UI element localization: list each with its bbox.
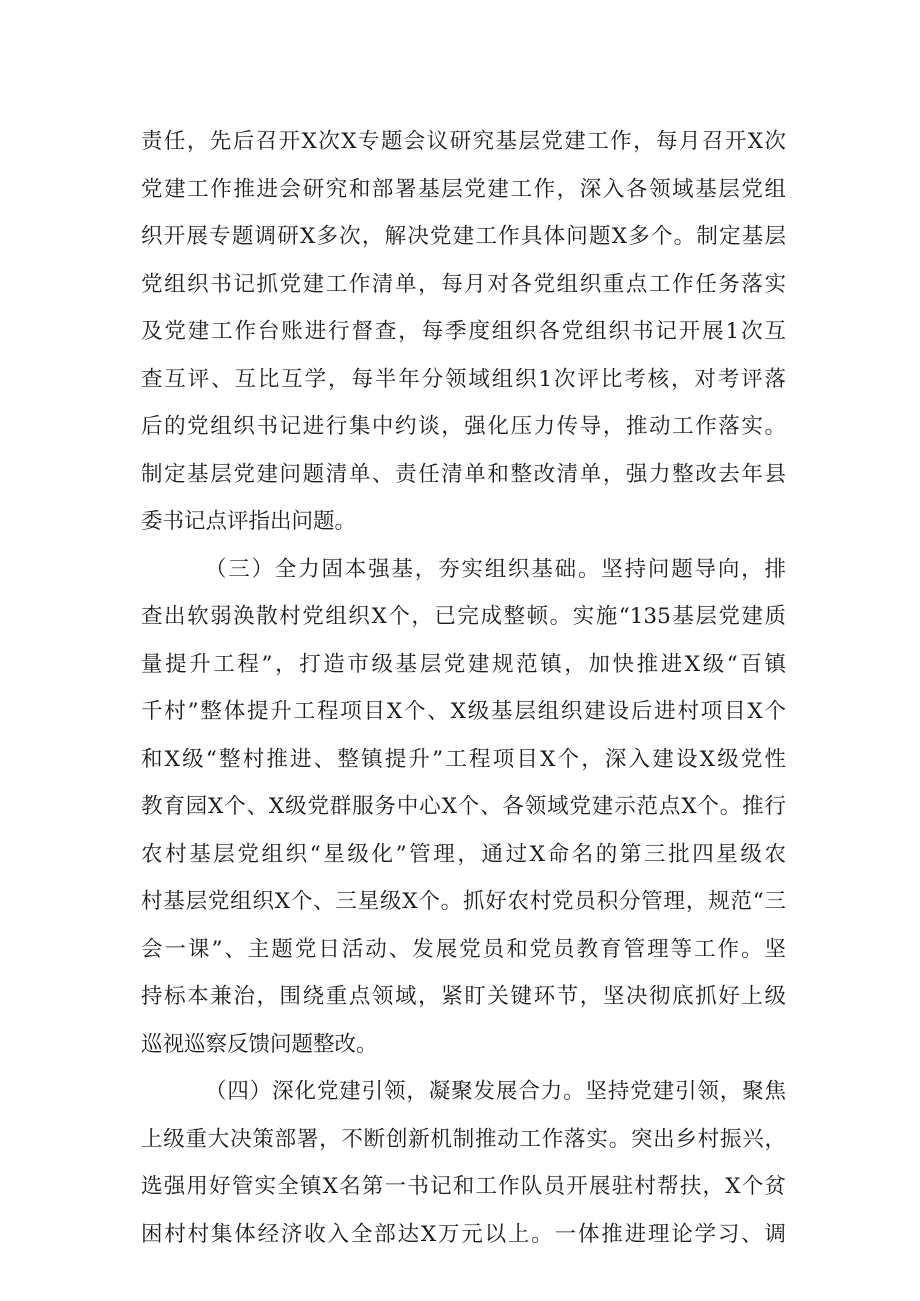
paragraph-3-line-2: 上级重大决策部署，不断创新机制推动工作落实。突出乡村振兴，	[141, 1126, 786, 1152]
paragraph-1-line-3: 织开展专题调研X多次，解决党建工作具体问题X多个。制定基层	[141, 224, 786, 249]
paragraph-2-line-7: 农村基层党组织“星级化”管理，通过X命名的第三批四星级农	[141, 841, 786, 867]
paragraph-1-line-5: 及党建工作台账进行督查，每季度组织各党组织书记开展1次互	[141, 319, 786, 344]
document-body	[141, 118, 786, 1258]
paragraph-1-line-8: 制定基层党建问题清单、责任清单和整改清单，强力整改去年县	[141, 461, 786, 487]
paragraph-2-line-1: （三）全力固本强基，夯实组织基础。坚持问题导向，排	[205, 556, 786, 582]
paragraph-2-line-6: 教育园X个、X级党群服务中心X个、各领域党建示范点X个。推行	[141, 794, 786, 819]
paragraph-3-line-3: 选强用好管实全镇X名第一书记和工作队员开展驻村帮扶，X个贫	[141, 1174, 786, 1199]
paragraph-1-line-2: 党建工作推进会研究和部署基层党建工作，深入各领域基层党组	[141, 176, 786, 202]
paragraph-1-line-4: 党组织书记抓党建工作清单，每月对各党组织重点工作任务落实	[141, 271, 786, 297]
paragraph-3-line-1: （四）深化党建引领，凝聚发展合力。坚持党建引领，聚焦	[205, 1079, 786, 1104]
paragraph-2-line-8: 村基层党组织X个、三星级X个。抓好农村党员积分管理，规范“三	[141, 889, 786, 914]
paragraph-2-line-5: 和X级“整村推进、整镇提升”工程项目X个，深入建设X级党性	[141, 746, 786, 772]
paragraph-1-line-7: 后的党组织书记进行集中约谈，强化压力传导，推动工作落实。	[141, 414, 786, 439]
paragraph-3-line-4: 困村村集体经济收入全部达X万元以上。一体推进理论学习、调	[141, 1221, 786, 1247]
paragraph-1-line-6: 查互评、互比互学，每半年分领域组织1次评比考核，对考评落	[141, 366, 786, 392]
paragraph-2-line-10: 持标本兼治，围绕重点领域，紧盯关键环节，坚决彻底抓好上级	[141, 984, 786, 1009]
paragraph-2-line-11: 巡视巡察反馈问题整改。	[141, 1031, 378, 1057]
paragraph-2-line-2: 查出软弱涣散村党组织X个，已完成整顿。实施“135基层党建质	[141, 604, 786, 629]
paragraph-2-line-9: 会一课”、主题党日活动、发展党员和党员教育管理等工作。坚	[141, 936, 786, 962]
paragraph-1-line-1: 责任，先后召开X次X专题会议研究基层党建工作，每月召开X次	[141, 129, 786, 154]
paragraph-2-line-4: 千村”整体提升工程项目X个、X级基层组织建设后进村项目X个	[141, 699, 786, 724]
paragraph-2-line-3: 量提升工程”，打造市级基层党建规范镇，加快推进X级“百镇	[141, 651, 786, 677]
paragraph-1-line-9: 委书记点评指出问题。	[141, 509, 357, 534]
